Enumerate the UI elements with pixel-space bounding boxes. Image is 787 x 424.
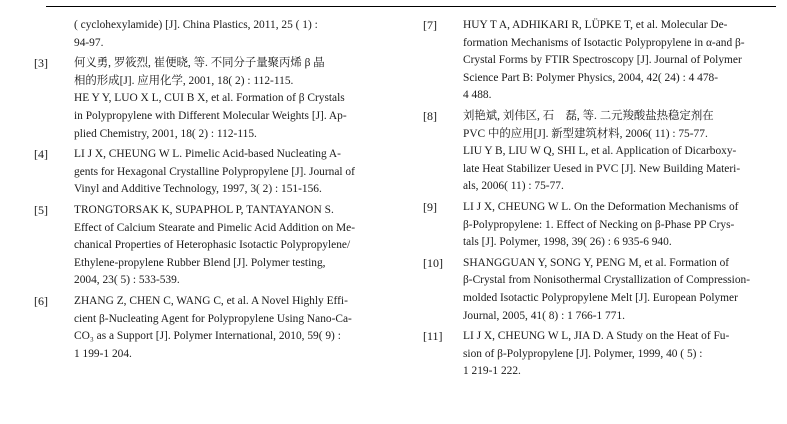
reference-number: [5] <box>34 202 48 217</box>
reference-number: [4] <box>34 147 48 162</box>
reference-number: [8] <box>423 108 437 123</box>
reference-number: [6] <box>34 293 48 308</box>
reference-entry <box>423 255 773 325</box>
reference-text-line: β-Crystal from Nonisothermal Crystallization of Compression- <box>463 274 751 287</box>
reference-text-line: HE Y Y, LUO X L, CUI B X, et al. Formation of β Crystals <box>74 92 345 105</box>
reference-column-right <box>423 17 773 384</box>
reference-text-line: β-Polypropylene: 1. Effect of Necking on β-Phase PP Crys- <box>463 218 735 231</box>
reference-text-line: 2004, 23( 5) : 533-539. <box>74 274 180 287</box>
reference-text-line: Effect of Calcium Stearate and Pimelic Acid Addition on Me- <box>74 221 356 234</box>
reference-entry <box>34 17 389 52</box>
reference-text-line: ( cyclohexylamide) [J]. China Plastics, 2011, 25 ( 1) : <box>74 19 318 31</box>
reference-text-line: cient β-Nucleating Agent for Polypropylene Using Nano-Ca- <box>74 312 352 325</box>
reference-number: [11] <box>423 329 443 344</box>
reference-text-line: LI J X, CHEUNG W L, JIA D. A Study on the Heat of Fu- <box>463 330 730 343</box>
reference-entry <box>423 17 773 105</box>
reference-text-line: chanical Properties of Heterophasic Isotactic Polypropylene/ <box>74 239 351 252</box>
reference-text-line: Vinyl and Additive Technology, 1997, 3( 2) : 151-156. <box>74 183 322 196</box>
reference-text-line: TRONGTORSAK K, SUPAPHOL P, TANTAYANON S. <box>74 203 334 216</box>
reference-entry <box>423 328 773 381</box>
reference-text-line: molded Isotactic Polypropylene Melt [J]. European Polymer <box>463 291 738 304</box>
reference-text-line: tals [J]. Polymer, 1998, 39( 26) : 6 935-6 940. <box>463 236 672 249</box>
reference-text-line: Ethylene-propylene Rubber Blend [J]. Polymer testing, <box>74 256 326 269</box>
reference-text-line: in Polypropylene with Different Molecular Weights [J]. Ap- <box>74 109 347 122</box>
reference-column-left <box>34 17 389 366</box>
reference-text-line: HUY T A, ADHIKARI R, LÜPKE T, et al. Molecular De- <box>463 19 728 31</box>
reference-text-line: Crystal Forms by FTIR Spectroscopy [J]. Journal of Polymer <box>463 54 742 67</box>
reference-text-line: Science Part B: Polymer Physics, 2004, 42( 24) : 4 478- <box>463 71 718 84</box>
reference-entry <box>34 202 389 290</box>
reference-text-line: LI J X, CHEUNG W L. Pimelic Acid-based Nucleating A- <box>74 148 341 161</box>
reference-number: [10] <box>423 255 443 270</box>
reference-text-line: sion of β-Polypropylene [J]. Polymer, 1999, 40 ( 5) : <box>463 347 703 360</box>
reference-number: [9] <box>423 199 437 214</box>
reference-text-line: plied Chemistry, 2001, 18( 2) : 112-115. <box>74 127 257 140</box>
reference-text-line: Journal, 2005, 41( 8) : 1 766-1 771. <box>463 309 625 322</box>
reference-entry <box>34 146 389 199</box>
reference-entry <box>423 108 773 196</box>
reference-text-line: gents for Hexagonal Crystalline Polypropylene [J]. Journal of <box>74 165 355 178</box>
reference-entry <box>423 199 773 252</box>
reference-text-line: 1 219-1 222. <box>463 365 521 378</box>
reference-text-line: PVC 中的应用[J]. 新型建筑材料, 2006( 11) : 75-77. <box>463 127 708 140</box>
reference-text-line: 相的形成[J]. 应用化学, 2001, 18( 2) : 112-115. <box>74 74 294 87</box>
reference-number: [7] <box>423 18 437 32</box>
reference-entry <box>34 55 389 143</box>
reference-text-line: CO₃ as a Support [J]. Polymer International, 2010, 59( 9) : <box>74 330 341 343</box>
reference-text-line: ZHANG Z, CHEN C, WANG C, et al. A Novel Highly Effi- <box>74 294 348 307</box>
reference-text-line: late Heat Stabilizer Uesed in PVC [J]. New Building Materi- <box>463 162 741 175</box>
reference-text-line: 94-97. <box>74 36 104 49</box>
reference-text-line: als, 2006( 11) : 75-77. <box>463 180 564 193</box>
reference-text-line: SHANGGUAN Y, SONG Y, PENG M, et al. Formation of <box>463 256 730 269</box>
reference-text-line: 4 488. <box>463 89 492 102</box>
reference-text-line: LI J X, CHEUNG W L. On the Deformation Mechanisms of <box>463 200 739 213</box>
page-header-band <box>0 0 787 10</box>
reference-number: [3] <box>34 56 48 71</box>
reference-entry <box>34 293 389 363</box>
reference-text-line: 刘艳斌, 刘伟区, 石 磊, 等. 二元羧酸盐热稳定剂在 <box>463 109 714 122</box>
reference-text-line: 1 199-1 204. <box>74 347 132 360</box>
reference-text-line: 何义勇, 罗筱烈, 崔便晓, 等. 不同分子量聚丙烯 β 晶 <box>74 57 325 70</box>
reference-text-line: formation Mechanisms of Isotactic Polypropylene in α-and β- <box>463 36 745 49</box>
header-rule <box>46 6 776 7</box>
reference-text-line: LIU Y B, LIU W Q, SHI L, et al. Application of Dicarboxy- <box>463 145 737 158</box>
